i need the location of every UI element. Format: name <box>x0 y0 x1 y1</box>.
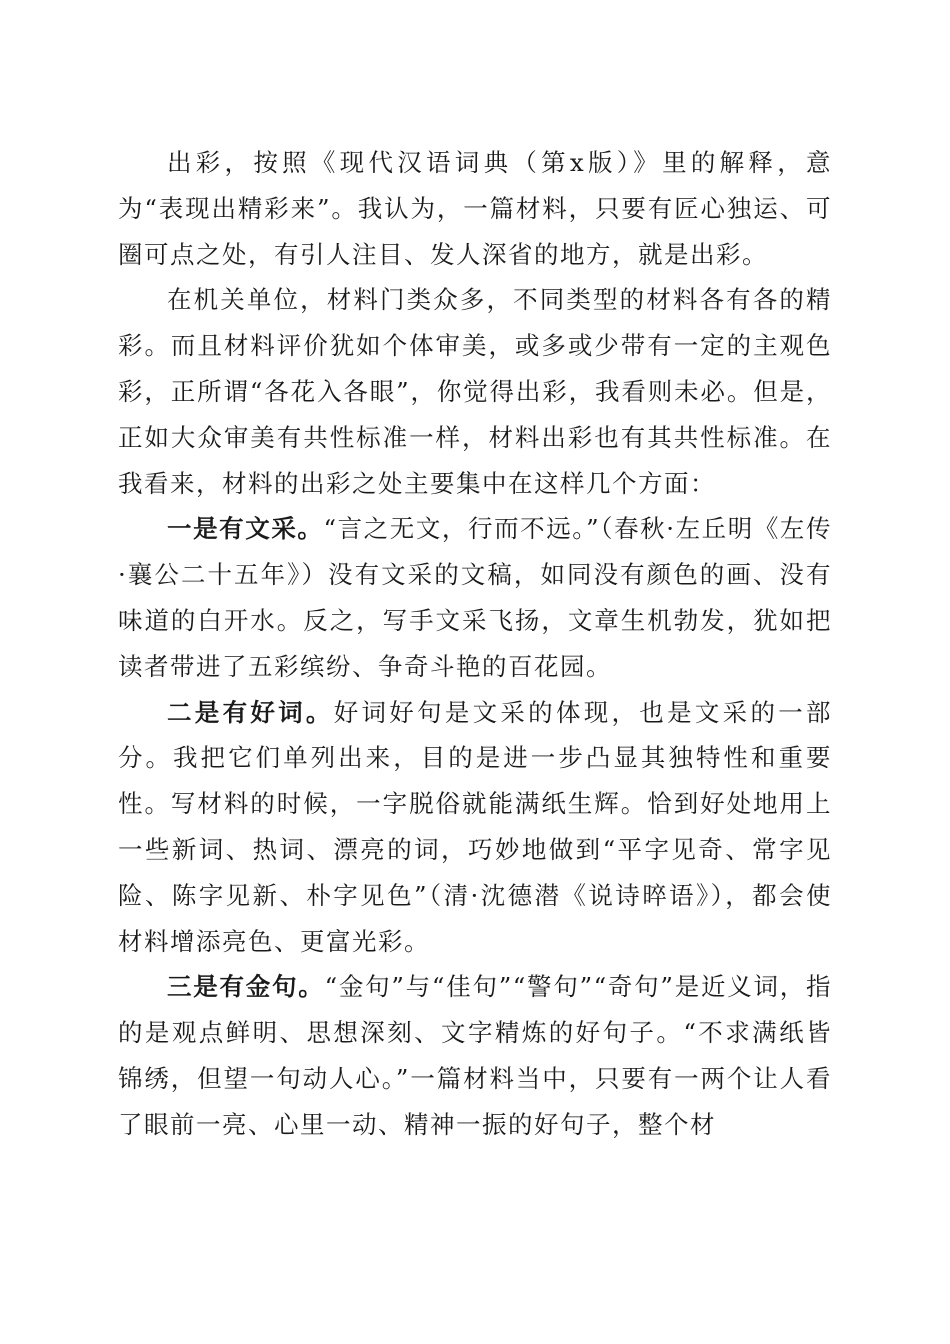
paragraph-text: “言之无文，行而不远。”（春秋·左丘明《左传·襄公二十五年》）没有文采的文稿，如同没有颜色的画、没有味道的白开水。反之，写手文采飞扬，文章生机勃发，犹如把读者带进了五彩缤纷、争奇斗艳的百花园。 <box>118 514 832 681</box>
paragraph-point-3 <box>118 964 832 1147</box>
paragraph-text: “金句”与“佳句”“警句”“奇句”是近义词，指的是观点鲜明、思想深刻、文字精炼的好句子。“不求满纸皆锦绣，但望一句动人心。”一篇材料当中，只要有一两个让人看了眼前一亮、心里一动、精神一振的好句子，整个材 <box>118 972 833 1139</box>
paragraph-text: 出彩，按照《现代汉语词典（第x版）》里的解释，意为“表现出精彩来”。我认为，一篇材料，只要有匠心独运、可圈可点之处，有引人注目、发人深省的地方，就是出彩。 <box>118 148 832 269</box>
paragraph-text: 在机关单位，材料门类众多，不同类型的材料各有各的精彩。而且材料评价犹如个体审美，或多或少带有一定的主观色彩，正所谓“各花入各眼”，你觉得出彩，我看则未必。但是，正如大众审美有共性标准一样，材料出彩也有其共性标准。在我看来，材料的出彩之处主要集中在这样几个方面： <box>118 285 832 498</box>
paragraph-lead: 一是有文采。 <box>167 514 324 544</box>
paragraph-lead: 三是有金句。 <box>167 972 325 1002</box>
paragraph-point-1 <box>118 506 832 689</box>
paragraph-text: 好词好句是文采的体现，也是文采的一部分。我把它们单列出来，目的是进一步凸显其独特性和重要性。写材料的时候，一字脱俗就能满纸生辉。恰到好处地用上一些新词、热词、漂亮的词，巧妙地做到“平字见奇、常字见险、陈字见新、朴字见色”（清·沈德潜《说诗晬语》），都会使材料增添亮色、更富光彩。 <box>118 697 833 956</box>
paragraph-definition <box>118 140 832 277</box>
paragraph-point-2 <box>118 690 832 965</box>
paragraph-lead: 二是有好词。 <box>167 697 334 727</box>
document-body <box>118 140 832 1148</box>
paragraph-context <box>118 277 832 506</box>
